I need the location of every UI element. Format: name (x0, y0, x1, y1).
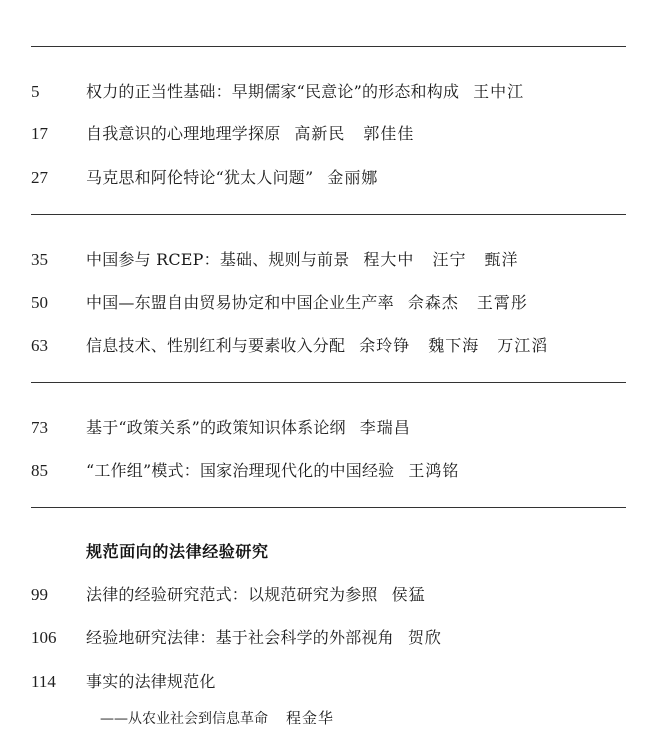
author-name: 贺欣 (407, 628, 442, 647)
toc-entry[interactable] (0, 626, 661, 650)
author-name: 王鸿铭 (408, 461, 460, 480)
page-number: 5 (31, 82, 40, 101)
author-name: 王霄彤 (476, 293, 528, 312)
article-title: 事实的法律规范化 (86, 672, 216, 691)
divider (31, 214, 626, 215)
article-title: 法律的经验研究范式：以规范研究为参照 (86, 585, 378, 604)
page-number: 85 (31, 461, 48, 480)
toc-entry[interactable] (0, 80, 661, 104)
author-name: 汪宁 (432, 250, 467, 269)
divider (31, 507, 626, 508)
toc-entry[interactable] (0, 166, 661, 190)
author-name: 佘森杰 (407, 293, 459, 312)
author-name: 万江滔 (497, 336, 549, 355)
page-number: 73 (31, 418, 48, 437)
toc-entry[interactable] (0, 459, 661, 483)
article-title: 中国参与 RCEP：基础、规则与前景 (86, 250, 350, 269)
toc-entry[interactable] (0, 248, 661, 272)
author-name: 程金华 (286, 709, 335, 727)
page-number: 106 (31, 628, 57, 647)
page-number: 114 (31, 672, 56, 691)
toc-entry[interactable] (0, 334, 661, 358)
page-number: 99 (31, 585, 48, 604)
subtitle-text: ——从农业社会到信息革命 (100, 711, 268, 727)
page-number: 27 (31, 168, 48, 187)
toc-entry[interactable] (0, 291, 661, 315)
author-name: 高新民 (294, 124, 346, 143)
article-title: 马克思和阿伦特论“犹太人问题” (86, 168, 314, 187)
author-name: 余玲铮 (359, 336, 411, 355)
divider (31, 46, 626, 47)
article-title: 经验地研究法律：基于社会科学的外部视角 (86, 628, 394, 647)
page-number: 50 (31, 293, 48, 312)
toc-entry[interactable] (0, 416, 661, 440)
author-name: 李瑞昌 (359, 418, 411, 437)
author-name: 甄洋 (484, 250, 519, 269)
article-title: 信息技术、性别红利与要素收入分配 (86, 336, 346, 355)
page-number: 35 (31, 250, 48, 269)
toc-entry[interactable] (0, 670, 661, 694)
section-heading: 规范面向的法律经验研究 (86, 542, 269, 561)
page-number: 63 (31, 336, 48, 355)
page-number: 17 (31, 124, 48, 143)
article-title: 基于“政策关系”的政策知识体系论纲 (86, 418, 346, 437)
article-title: 自我意识的心理地理学探原 (86, 124, 281, 143)
author-name: 金丽娜 (327, 168, 379, 187)
article-title: 中国—东盟自由贸易协定和中国企业生产率 (86, 293, 394, 312)
author-name: 侯猛 (391, 585, 426, 604)
toc-entry[interactable] (0, 583, 661, 607)
author-name: 魏下海 (428, 336, 480, 355)
article-title: 权力的正当性基础：早期儒家“民意论”的形态和构成 (86, 82, 460, 101)
author-name: 郭佳佳 (363, 124, 415, 143)
article-subtitle (100, 707, 334, 730)
article-title: “工作组”模式：国家治理现代化的中国经验 (86, 461, 395, 480)
author-name: 王中江 (473, 82, 525, 101)
divider (31, 382, 626, 383)
toc-entry[interactable] (0, 122, 661, 146)
author-name: 程大中 (363, 250, 415, 269)
